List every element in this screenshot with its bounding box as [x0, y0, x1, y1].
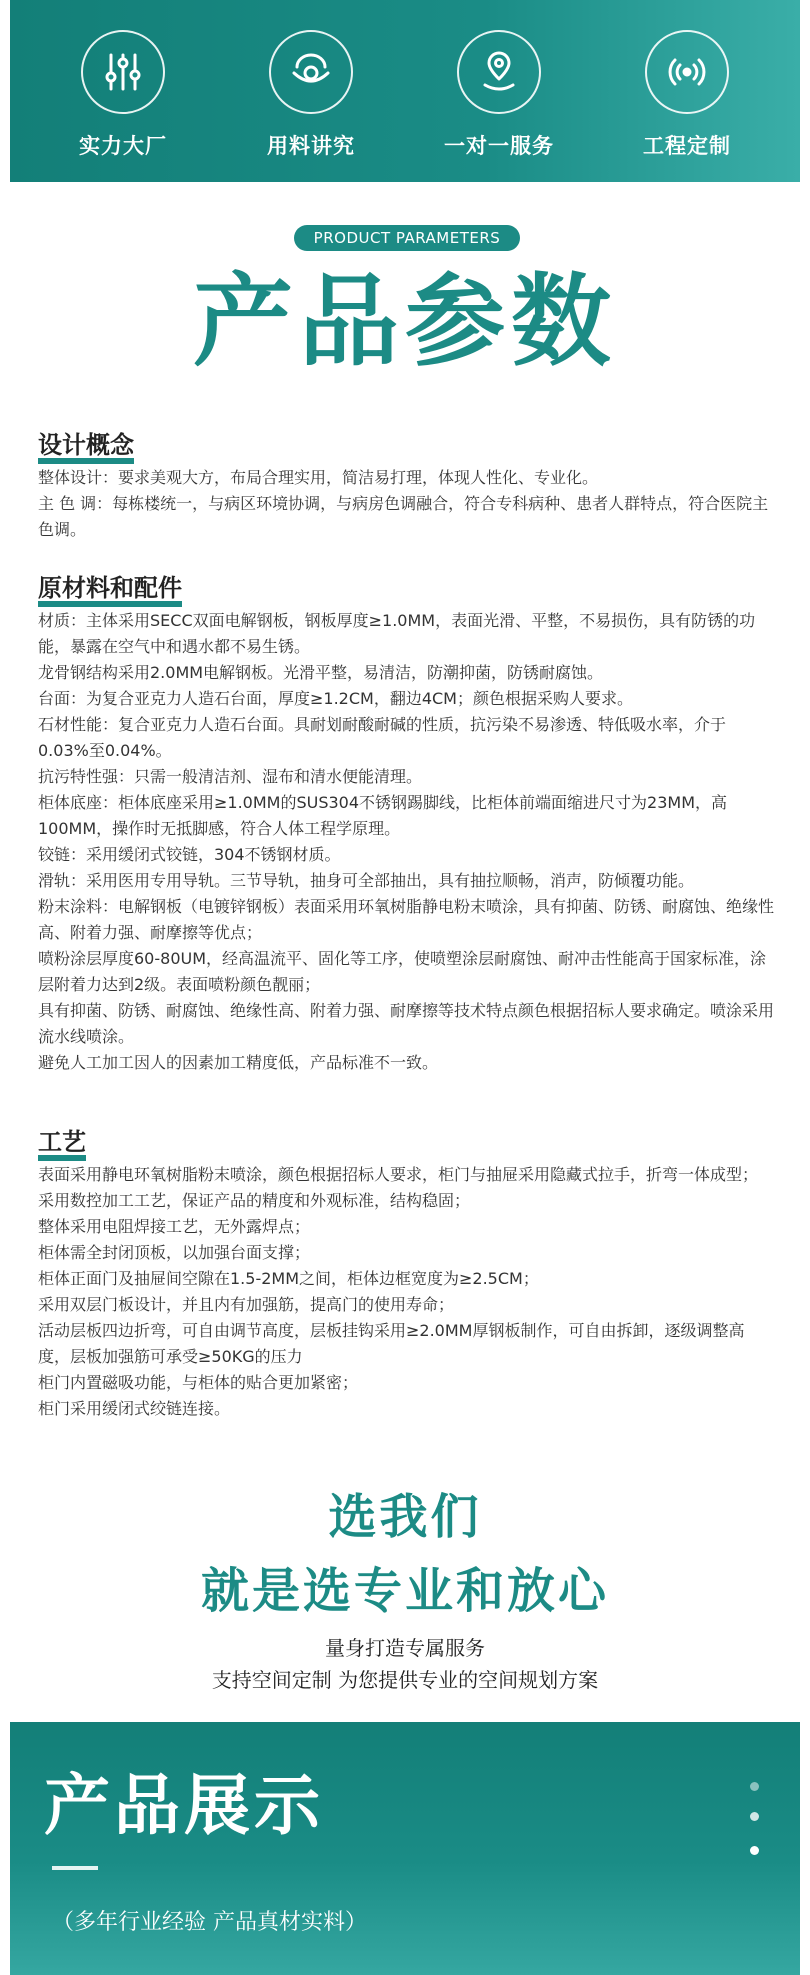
text-line: 抗污特性强：只需一般清洁剂、湿布和清水便能清理。 [38, 767, 423, 786]
feature-item-service [414, 30, 584, 160]
text-line: 避免人工加工因人的因素加工精度低，产品标准不一致。 [38, 1053, 439, 1072]
design-paragraph [38, 465, 776, 543]
text-line: 石材性能：复合亚克力人造石台面。具耐划耐酸耐碱的性质，抗污染不易渗透、特低吸水率，介于0.03%至0.04%。 [38, 715, 727, 760]
feature-label: 一对一服务 [444, 134, 554, 158]
section-title-text: 设计概念 [38, 431, 134, 459]
text-line: 柜体需全封闭顶板，以加强台面支撑； [38, 1243, 311, 1262]
text-line: 粉末涂料：电解钢板（电镀锌钢板）表面采用环氧树脂静电粉末喷涂，具有抑菌、防锈、耐腐蚀、绝缘性高、附着力强、耐摩擦等优点； [38, 897, 775, 942]
text-line: 主 色 调：每栋楼统一，与病区环境协调，与病房色调融合，符合专科病种、患者人群特点，符合医院主色调。 [38, 494, 769, 539]
carousel-dot[interactable] [750, 1782, 759, 1791]
section-title-text: 原材料和配件 [38, 574, 182, 602]
text-line: 滑轨：采用医用专用导轨。三节导轨，抽身可全部抽出，具有抽拉顺畅，消声，防倾覆功能。 [38, 871, 695, 890]
text-line: 采用数控加工工艺，保证产品的精度和外观标准，结构稳固； [38, 1191, 471, 1210]
feature-label: 工程定制 [643, 134, 731, 158]
text-line: 台面：为复合亚克力人造石台面，厚度≥1.2CM，翻边4CM；颜色根据采购人要求。 [38, 689, 633, 708]
text-line: 柜门采用缓闭式绞链连接。 [38, 1399, 231, 1418]
text-line: 柜体正面门及抽屉间空隙在1.5-2MM之间，柜体边框宽度为≥2.5CM； [38, 1269, 539, 1288]
carousel-dot[interactable] [750, 1812, 759, 1821]
text-line: 柜门内置磁吸功能，与柜体的贴合更加紧密； [38, 1373, 359, 1392]
section-title-text: 工艺 [38, 1128, 86, 1156]
page-title: 产品参数 [193, 263, 617, 380]
feature-item-engineering [602, 30, 772, 160]
showcase-divider [52, 1866, 98, 1870]
materials-paragraph [38, 608, 776, 1076]
text-line: 采用双层门板设计，并且内有加强筋，提高门的使用寿命； [38, 1295, 455, 1314]
promo-headline-2: 就是选专业和放心 [200, 1563, 609, 1619]
text-line: 柜体底座：柜体底座采用≥1.0MM的SUS304不锈钢踢脚线，比柜体前端面缩进尺寸为23MM，高100MM，操作时无抵脚感，符合人体工程学原理。 [38, 793, 727, 838]
promo-subtitle-2: 支持空间定制 为您提供专业的空间规划方案 [211, 1668, 599, 1692]
text-line: 龙骨钢结构采用2.0MM电解钢板。光滑平整，易清洁，防潮抑菌，防锈耐腐蚀。 [38, 663, 604, 682]
showcase-title: 产品展示 [44, 1767, 324, 1844]
location-person-icon [457, 30, 541, 114]
promo-headline-1: 选我们 [328, 1489, 482, 1545]
showcase-subtitle: （多年行业经验 产品真材实料） [52, 1910, 367, 1935]
text-line: 铰链：采用缓闭式铰链，304不锈钢材质。 [38, 845, 341, 864]
material-icon [269, 30, 353, 114]
text-line: 喷粉涂层厚度60-80UM，经高温流平、固化等工序，使喷塑涂层耐腐蚀、耐冲击性能高于国家标准，涂层附着力达到2级。表面喷粉颜色靓丽； [38, 949, 767, 994]
text-line: 整体设计：要求美观大方，布局合理实用，简洁易打理，体现人性化、专业化。 [38, 468, 599, 487]
text-line: 活动层板四边折弯，可自由调节高度，层板挂钩采用≥2.0MM厚钢板制作，可自由拆卸，逐级调整高度，层板加强筋可承受≥50KG的压力 [38, 1321, 745, 1366]
text-line: 材质：主体采用SECC双面电解钢板，钢板厚度≥1.0MM，表面光滑、平整，不易损伤，具有防锈的功能，暴露在空气中和遇水都不易生锈。 [38, 611, 756, 656]
section-title-materials [38, 568, 182, 603]
text-line: 具有抑菌、防锈、耐腐蚀、绝缘性高、附着力强、耐摩擦等技术特点颜色根据招标人要求确定。喷涂采用流水线喷涂。 [38, 1001, 775, 1046]
carousel-dot-active[interactable] [750, 1846, 759, 1855]
feature-item-materials [226, 30, 396, 160]
section-title-craft [38, 1122, 86, 1157]
promo-subtitle-1: 量身打造专属服务 [325, 1636, 485, 1660]
feature-item-strength [38, 30, 208, 160]
text-line: 表面采用静电环氧树脂粉末喷涂，颜色根据招标人要求，柜门与抽屉采用隐藏式拉手，折弯一体成型； [38, 1165, 759, 1184]
feature-label: 用料讲究 [267, 134, 355, 158]
text-line: 整体采用电阻焊接工艺，无外露焊点； [38, 1217, 311, 1236]
signal-icon [645, 30, 729, 114]
feature-label: 实力大厂 [79, 134, 167, 158]
craft-paragraph [38, 1162, 776, 1422]
sliders-icon [81, 30, 165, 114]
product-parameters-pill: PRODUCT PARAMETERS [294, 225, 520, 251]
section-title-design [38, 425, 134, 460]
